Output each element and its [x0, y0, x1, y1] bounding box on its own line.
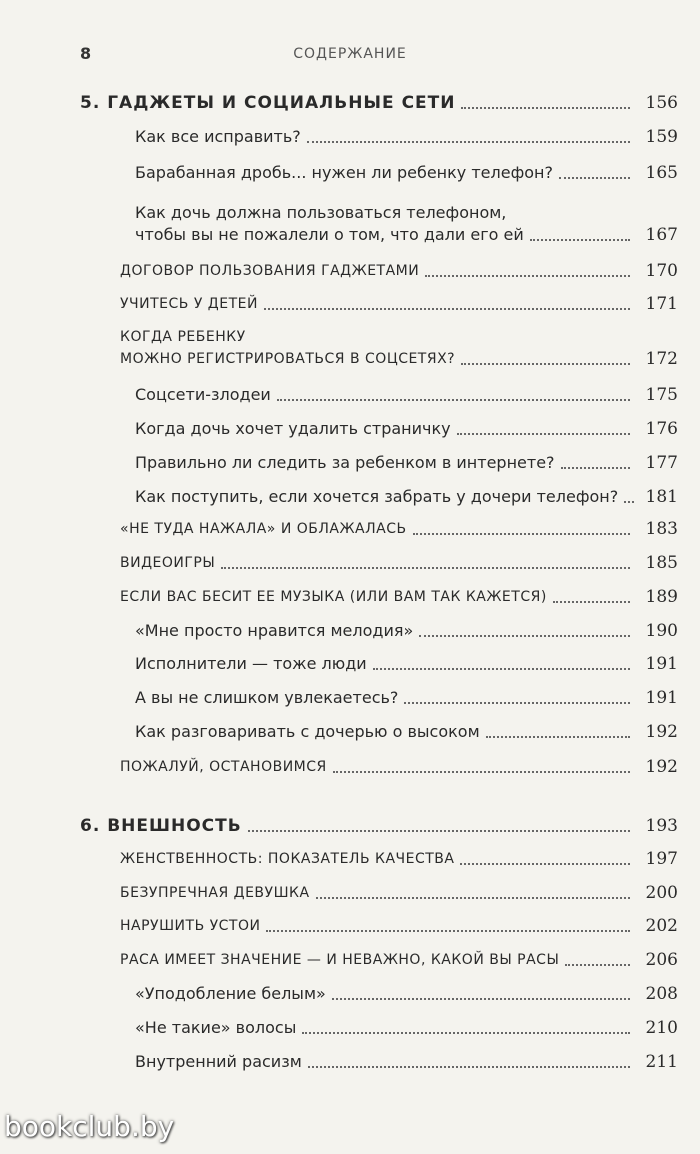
toc-entry-title: Барабанная дробь... нужен ли ребенку телефон?: [135, 163, 553, 182]
toc-section: [120, 915, 678, 937]
toc-page-number: 165: [645, 163, 678, 183]
toc-entry-title-line1: КОГДА РЕБЕНКУ: [120, 329, 246, 345]
toc-entry-title: Внутренний расизм: [135, 1052, 302, 1071]
toc-section: [120, 260, 678, 282]
toc-page-number: 172: [645, 349, 678, 369]
toc-page-number: 210: [645, 1018, 678, 1038]
toc-entry-title: Исполнители — тоже люди: [135, 654, 367, 673]
toc-page-number: 200: [645, 883, 678, 903]
toc-entry: [135, 126, 678, 148]
toc-section: [120, 586, 678, 608]
toc-entry-title: ПОЖАЛУЙ, ОСТАНОВИМСЯ: [120, 759, 327, 775]
toc-page-number: 177: [645, 453, 678, 473]
toc-entry: [135, 486, 678, 508]
toc-section: [120, 326, 678, 370]
toc-page-number: 189: [645, 587, 678, 607]
toc-page-number: 191: [645, 688, 678, 708]
toc-page-number: 193: [645, 816, 678, 836]
toc-page-number: 208: [645, 984, 678, 1004]
toc-entry-title: БЕЗУПРЕЧНАЯ ДЕВУШКА: [120, 885, 310, 901]
toc-entry-title: РАСА ИМЕЕТ ЗНАЧЕНИЕ — И НЕВАЖНО, КАКОЙ ВЫ РАСЫ: [120, 952, 560, 968]
running-header: СОДЕРЖАНИЕ: [293, 46, 407, 62]
toc-page-number: 176: [645, 419, 678, 439]
toc-entry-title: А вы не слишком увлекаетесь?: [135, 688, 399, 707]
toc-entry-title: ЖЕНСТВЕННОСТЬ: ПОКАЗАТЕЛЬ КАЧЕСТВА: [120, 851, 455, 867]
watermark-logo: bookclub.by: [4, 1110, 175, 1143]
toc-page-number: 170: [645, 261, 678, 281]
toc-entry-title: Как все исправить?: [135, 127, 301, 146]
toc-page-number: 192: [645, 757, 678, 777]
toc-entry-title-line2: чтобы вы не пожалели о том, что дали его ей: [135, 225, 524, 244]
toc-page-number: 185: [645, 553, 678, 573]
toc-entry-title: Соцсети-злодеи: [135, 385, 271, 404]
toc-section: [120, 756, 678, 778]
toc-entry: [135, 384, 678, 406]
toc-page-number: 192: [645, 722, 678, 742]
toc-entry-title-line1: Как дочь должна пользоваться телефоном,: [135, 203, 507, 222]
toc-section: [120, 518, 678, 540]
toc-entry-title: Как поступить, если хочется забрать у дочери телефон?: [135, 487, 619, 506]
toc-page-number: 197: [645, 849, 678, 869]
toc-chapter-6: [80, 815, 678, 837]
toc-chapter-5: [80, 92, 678, 114]
toc-entry-title: «Не такие» волосы: [135, 1018, 297, 1037]
toc-page-number: 159: [645, 127, 678, 147]
toc-entry: [135, 452, 678, 474]
toc-entry-title: «Мне просто нравится мелодия»: [135, 621, 414, 640]
toc-section: [120, 848, 678, 870]
toc-page-number: 191: [645, 654, 678, 674]
toc-entry-title: ВИДЕОИГРЫ: [120, 555, 216, 571]
toc-entry-title-line2: МОЖНО РЕГИСТРИРОВАТЬСЯ В СОЦСЕТЯХ?: [120, 351, 456, 367]
toc-entry: [135, 620, 678, 642]
toc-page-number: 175: [645, 385, 678, 405]
toc-entry: [135, 1051, 678, 1073]
toc-entry-title: Правильно ли следить за ребенком в интернете?: [135, 453, 555, 472]
toc-entry: [135, 1017, 678, 1039]
toc-page-number: 171: [645, 294, 678, 314]
toc-page-number: 202: [645, 916, 678, 936]
toc-entry-title: Как разговаривать с дочерью о высоком: [135, 722, 480, 741]
toc-section: [120, 552, 678, 574]
toc-page-number: 190: [645, 621, 678, 641]
toc-entry: [135, 687, 678, 709]
toc-entry-title: 5. ГАДЖЕТЫ И СОЦИАЛЬНЫЕ СЕТИ: [80, 93, 456, 113]
toc-entry: [135, 202, 678, 246]
toc-entry-title: «Уподобление белым»: [135, 984, 326, 1003]
toc-entry-title: УЧИТЕСЬ У ДЕТЕЙ: [120, 296, 258, 312]
toc-entry: [135, 653, 678, 675]
toc-entry-title: «НЕ ТУДА НАЖАЛА» И ОБЛАЖАЛАСЬ: [120, 521, 407, 537]
toc-entry-title: ЕСЛИ ВАС БЕСИТ ЕЕ МУЗЫКА (ИЛИ ВАМ ТАК КАЖЕТСЯ): [120, 589, 547, 605]
toc-entry-title: НАРУШИТЬ УСТОИ: [120, 918, 261, 934]
toc-section: [120, 293, 678, 315]
toc-entry: [135, 983, 678, 1005]
toc-section: [120, 949, 678, 971]
toc-entry-title: ДОГОВОР ПОЛЬЗОВАНИЯ ГАДЖЕТАМИ: [120, 263, 420, 279]
toc-page-number: 156: [645, 93, 678, 113]
toc-entry-title: 6. ВНЕШНОСТЬ: [80, 816, 242, 836]
toc-entry: [135, 162, 678, 184]
toc-entry-title: Когда дочь хочет удалить страничку: [135, 419, 451, 438]
toc-page-number: 183: [645, 519, 678, 539]
toc-page-number: 181: [645, 487, 678, 507]
toc-entry: [135, 721, 678, 743]
toc-page-number: 206: [645, 950, 678, 970]
toc-entry: [135, 418, 678, 440]
page-number: 8: [80, 44, 92, 63]
toc-section: [120, 882, 678, 904]
toc-page-number: 167: [645, 225, 678, 245]
toc-page-number: 211: [645, 1052, 678, 1072]
